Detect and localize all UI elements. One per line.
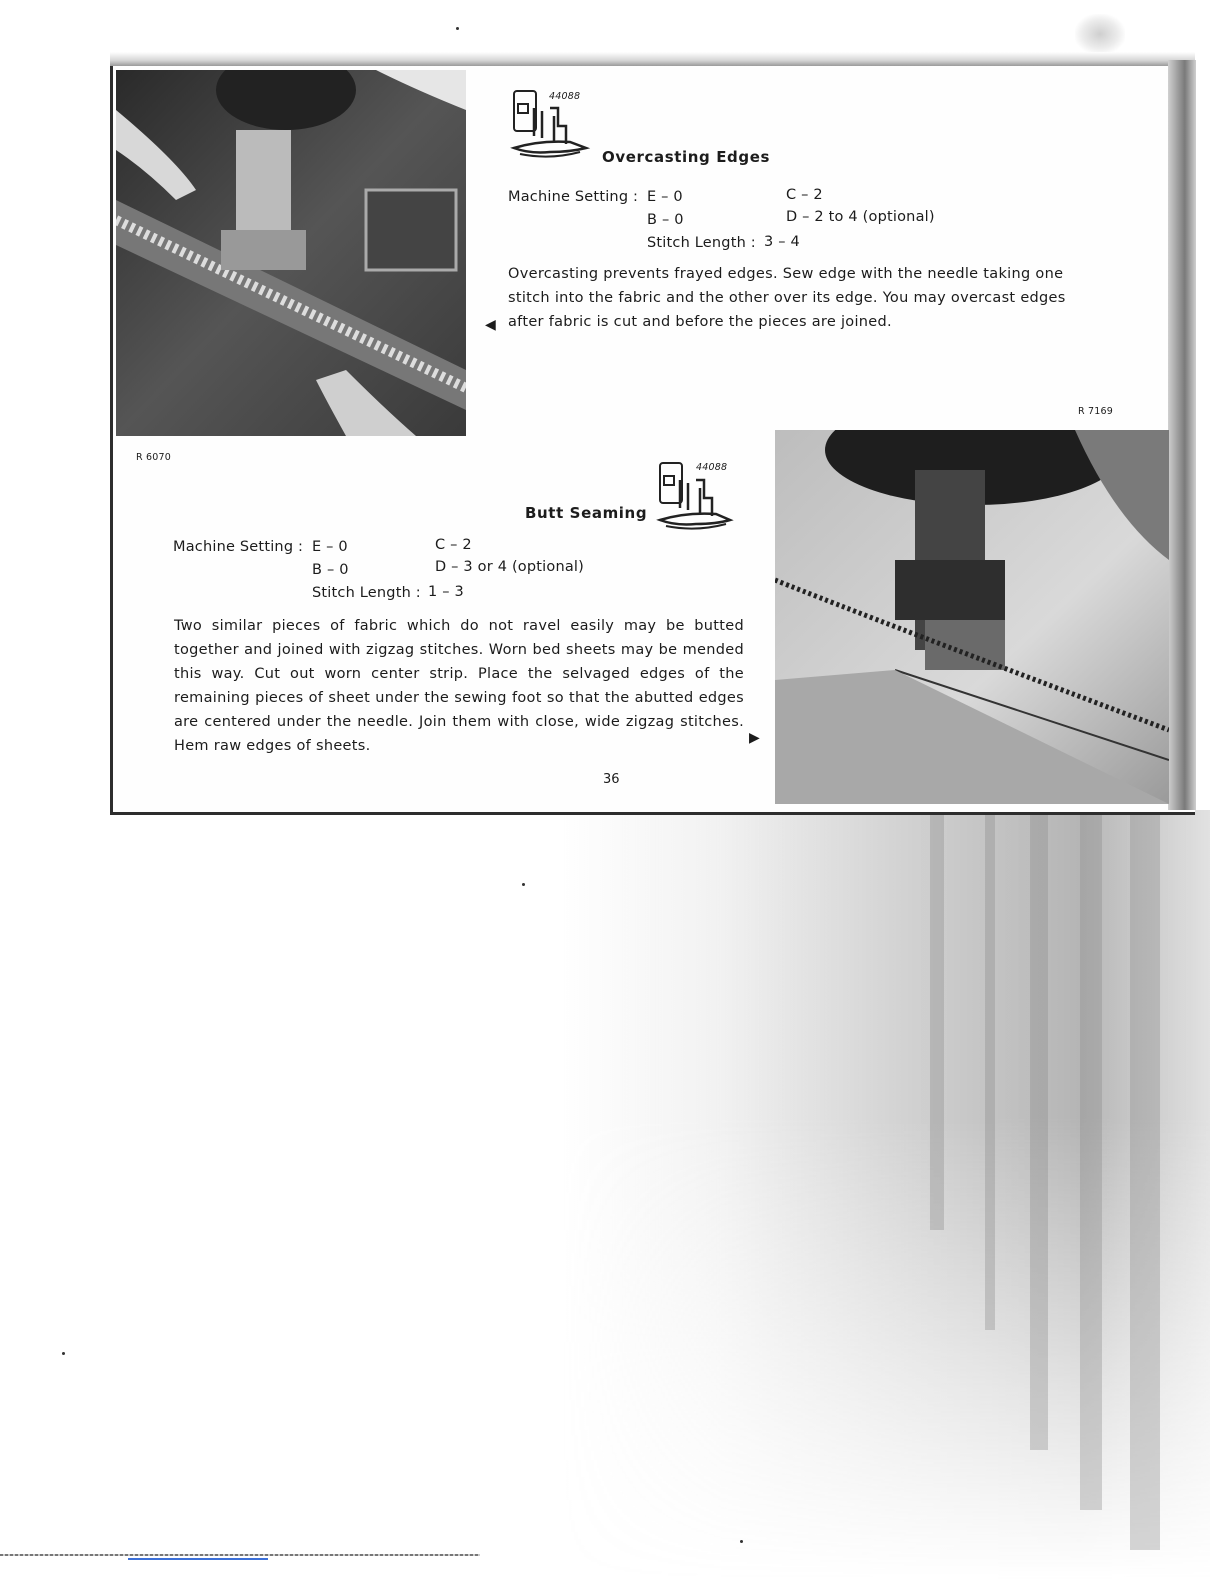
stitch-length-value: 1 – 3	[428, 584, 464, 600]
stitch-length-value: 3 – 4	[764, 234, 800, 250]
setting-d: D – 2 to 4 (optional)	[786, 209, 935, 225]
machine-setting-label: Machine Setting :	[508, 189, 639, 205]
overcasting-description: Overcasting prevents frayed edges. Sew edge with the needle taking one stitch into the fabric and the other over its edge. You may overcast edges after fabric is cut and before the pieces are joined.	[508, 266, 1066, 330]
scan-edge-line	[0, 1554, 480, 1556]
scan-streak	[1080, 810, 1102, 1510]
section-heading-overcasting: Overcasting Edges	[602, 148, 771, 166]
arrow-right-icon: ▶	[749, 730, 760, 746]
scan-streaks	[560, 810, 1210, 1580]
scan-edge-line	[128, 1558, 268, 1560]
setting-e: E – 0	[647, 189, 683, 205]
photo-ref-label: R 7169	[1078, 406, 1113, 417]
scan-streak	[1130, 810, 1160, 1550]
stitch-length-label: Stitch Length :	[647, 235, 756, 251]
scan-speck	[62, 1352, 65, 1355]
page-right-shadow	[1168, 60, 1196, 810]
setting-c: C – 2	[435, 537, 472, 553]
setting-c: C – 2	[786, 187, 823, 203]
scan-speck	[740, 1540, 743, 1543]
page-number: 36	[603, 772, 620, 787]
scan-speck	[522, 883, 525, 886]
setting-d: D – 3 or 4 (optional)	[435, 559, 585, 575]
butt-seaming-photo	[775, 430, 1169, 804]
overcasting-photo	[116, 70, 466, 436]
scan-smudge	[1075, 14, 1125, 54]
scan-streak	[930, 810, 944, 1230]
scan-speck	[456, 27, 459, 30]
setting-b: B – 0	[647, 212, 684, 228]
scan-streak	[1030, 810, 1048, 1450]
photo-ref-label: R 6070	[136, 452, 171, 463]
butt-seaming-description: Two similar pieces of fabric which do not ravel easily may be butted together and joined with zigzag stitches. Worn bed sheets may be mended this way. Cut out worn center strip. Place the selvaged edges of the remaining pieces of sheet under the sewing foot so that the abutted edges are centered under the needle. Join them with close, wide zigzag stitches. Hem raw edges of sheets.	[174, 618, 744, 754]
setting-b: B – 0	[312, 562, 349, 578]
setting-e: E – 0	[312, 539, 348, 555]
section-heading-butt-seaming: Butt Seaming	[525, 504, 648, 522]
arrow-left-icon: ◀	[485, 317, 496, 333]
foot-number: 44088	[696, 462, 728, 473]
machine-setting-label: Machine Setting :	[173, 539, 304, 555]
scan-streak	[985, 810, 995, 1330]
foot-number: 44088	[549, 91, 581, 102]
stitch-length-label: Stitch Length :	[312, 585, 421, 601]
page-top-shadow	[110, 52, 1195, 66]
